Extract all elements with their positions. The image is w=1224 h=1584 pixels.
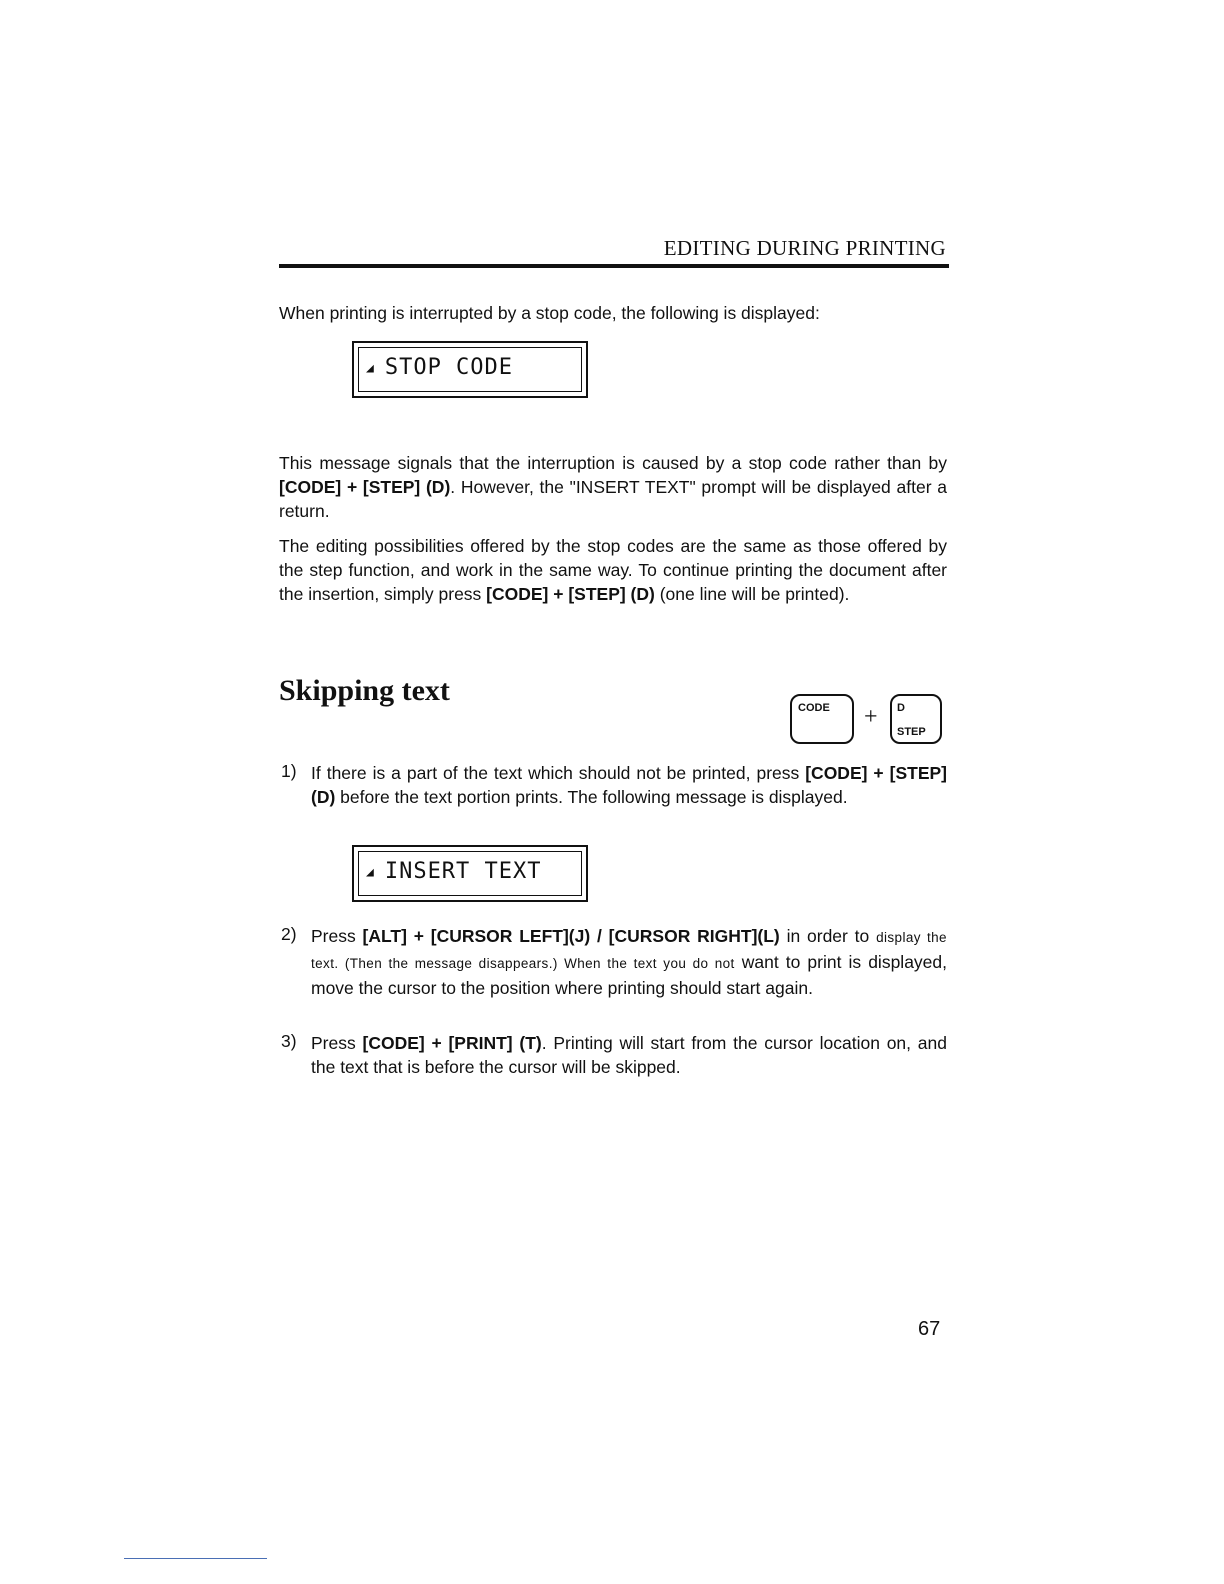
key-sequence: [ALT] + [CURSOR LEFT](J) / [CURSOR RIGHT](L) — [362, 926, 780, 946]
key-sequence: [CODE] + [STEP] (D) — [486, 584, 655, 604]
list-item-number: 2) — [281, 924, 297, 944]
step-key-icon: D STEP — [890, 694, 942, 744]
page-number: 67 — [918, 1318, 941, 1340]
page-header-title: EDITING DURING PRINTING — [663, 236, 946, 260]
lcd-message: INSERT TEXT — [384, 859, 542, 884]
plus-sign: + — [864, 704, 878, 730]
prompt-arrow-icon: ◢ — [366, 360, 375, 376]
list-item-text: If there is a part of the text which should not be printed, press [CODE] + [STEP] (D) before the text portion prints. The following message is displayed. — [311, 763, 947, 807]
list-item-number: 3) — [281, 1031, 297, 1051]
header-rule — [279, 264, 949, 268]
list-item-text: Press [CODE] + [PRINT] (T). Printing will start from the cursor location on, and the text that is before the cursor will be skipped. — [311, 1033, 947, 1077]
paragraph-stop-code-explanation: This message signals that the interruption is caused by a stop code rather than by [CODE] + [STEP] (D). However, the "INSERT TEXT" prompt will be displayed after a return. — [279, 453, 947, 521]
footer-line — [124, 1558, 267, 1559]
list-item-number: 1) — [281, 761, 297, 781]
lcd-display-stop-code — [352, 341, 588, 398]
lcd-display-insert-text — [352, 845, 588, 902]
intro-paragraph: When printing is interrupted by a stop code, the following is displayed: — [279, 303, 820, 323]
section-title: Skipping text — [279, 674, 450, 707]
list-item-text: Press [ALT] + [CURSOR LEFT](J) / [CURSOR RIGHT](L) in order to display the text. (Then the message disappears.) When the text you do not want to print is displayed, move the cursor to the position where printing should start again. — [311, 926, 947, 998]
prompt-arrow-icon: ◢ — [366, 864, 375, 880]
lcd-message: STOP CODE — [384, 355, 514, 380]
paragraph-editing-possibilities: The editing possibilities offered by the stop codes are the same as those offered by the step function, and work in the same way. To continue printing the document after the insertion, simply press [CODE] + [STEP] (D) (one line will be printed). — [279, 536, 947, 604]
key-sequence: [CODE] + [PRINT] (T) — [362, 1033, 542, 1053]
key-sequence: [CODE] + [STEP] (D) — [279, 477, 451, 497]
code-key-icon: CODE — [790, 694, 854, 744]
key-sequence: [CODE] + [STEP] (D) — [311, 763, 947, 807]
